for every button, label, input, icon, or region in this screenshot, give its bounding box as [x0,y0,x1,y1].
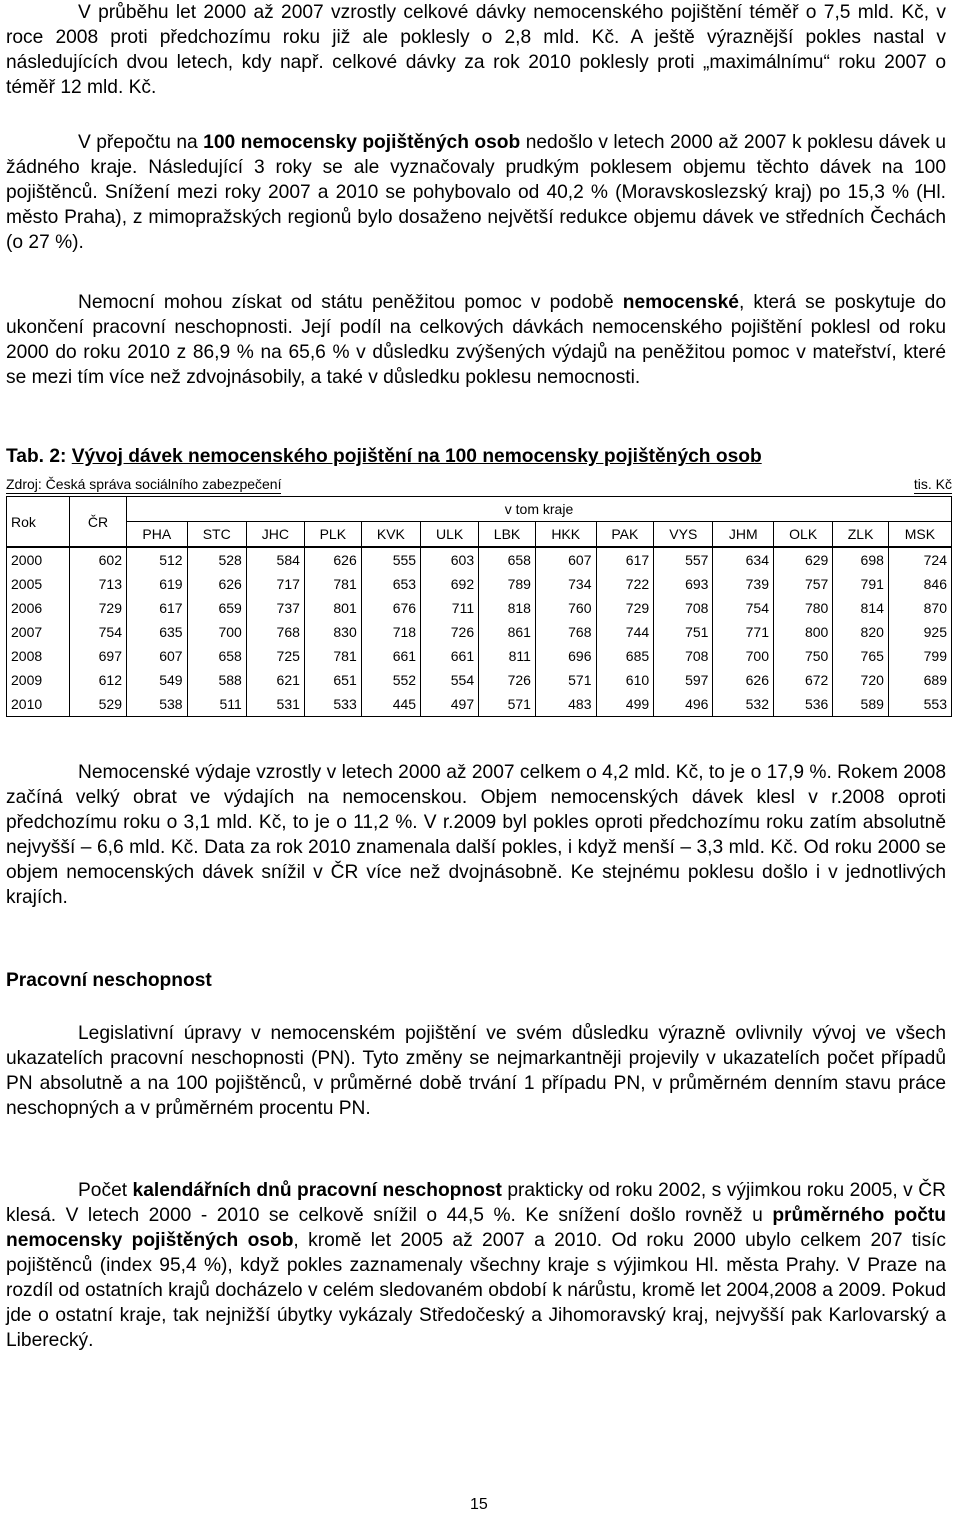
cell-zlk: 765 [833,644,889,668]
header-region-plk: PLK [304,522,361,548]
cell-plk: 830 [304,620,361,644]
table-row [7,572,952,596]
table-row [7,547,952,572]
cell-jhc: 737 [246,596,304,620]
cell-year: 2010 [7,692,70,717]
cell-plk: 651 [304,668,361,692]
cell-kvk: 552 [361,668,420,692]
cell-ulk: 603 [421,547,479,572]
cell-zlk: 698 [833,547,889,572]
cell-cr: 612 [70,668,127,692]
cell-olk: 757 [774,572,833,596]
cell-pha: 512 [127,547,188,572]
cell-zlk: 589 [833,692,889,717]
cell-jhc: 725 [246,644,304,668]
cell-lbk: 726 [479,668,536,692]
cell-plk: 533 [304,692,361,717]
header-region-zlk: ZLK [833,522,889,548]
cell-vys: 751 [654,620,713,644]
region-header-row [7,522,952,548]
paragraph-per-100-insured: V přepočtu na 100 nemocensky pojištěných osob nedošlo v letech 2000 až 2007 k poklesu dávek u žádného kraje. Následující 3 roky se ale vyznačovaly prudkým poklesem objemu těchto dávek na 100 pojištěnců. Snížení mezi roky 2007 a 2010 se pohybovalo od 40,2 % (Moravskoslezský kraj) po 15,3 % (Hl. město Praha), z mimopražských regionů bylo dosaženo největší redukce objemu dávek ve středních Čechách (o 27 %). [6,132,946,253]
cell-year: 2008 [7,644,70,668]
header-region-msk: MSK [888,522,951,548]
cell-jhm: 626 [713,668,774,692]
cell-msk: 870 [888,596,951,620]
cell-pak: 610 [596,668,654,692]
cell-stc: 700 [187,620,246,644]
cell-cr: 713 [70,572,127,596]
cell-stc: 659 [187,596,246,620]
cell-pak: 729 [596,596,654,620]
cell-vys: 708 [654,596,713,620]
table-row [7,668,952,692]
table-row [7,620,952,644]
cell-vys: 693 [654,572,713,596]
cell-kvk: 445 [361,692,420,717]
cell-msk: 799 [888,644,951,668]
cell-pha: 607 [127,644,188,668]
cell-pha: 635 [127,620,188,644]
cell-hkk: 768 [535,620,596,644]
cell-vys: 496 [654,692,713,717]
cell-jhm: 739 [713,572,774,596]
cell-hkk: 571 [535,668,596,692]
cell-olk: 536 [774,692,833,717]
cell-ulk: 692 [421,572,479,596]
cell-lbk: 658 [479,547,536,572]
cell-year: 2000 [7,547,70,572]
header-region-olk: OLK [774,522,833,548]
table-unit: tis. Kč [913,476,952,492]
cell-pha: 619 [127,572,188,596]
cell-hkk: 607 [535,547,596,572]
cell-ulk: 497 [421,692,479,717]
table-source: Zdroj: Česká správa sociálního zabezpečení [6,476,282,492]
cell-olk: 629 [774,547,833,572]
cell-stc: 528 [187,547,246,572]
cell-msk: 553 [888,692,951,717]
cell-kvk: 661 [361,644,420,668]
cell-kvk: 653 [361,572,420,596]
cell-year: 2009 [7,668,70,692]
cell-jhm: 634 [713,547,774,572]
table-row [7,692,952,717]
cell-hkk: 483 [535,692,596,717]
heading-work-incapacity: Pracovní neschopnost [6,970,212,991]
cell-vys: 597 [654,668,713,692]
cell-plk: 801 [304,596,361,620]
table-row [7,644,952,668]
cell-jhc: 717 [246,572,304,596]
paragraph-sickness-expenses: Nemocenské výdaje vzrostly v letech 2000 až 2007 celkem o 4,2 mld. Kč, to je o 17,9 %. Rokem 2008 začíná velký obrat ve výdajích na nemocenskou. Objem nemocenských dávek klesl v r.2008 oproti předchozímu roku o 3,1 mld. Kč, to je o 11,2 %. V r.2009 byl pokles oproti předchozímu roku zatím absolutně nejvyšší – 6,6 mld. Kč. Data za rok 2010 znamenala další pokles, i když menší – 3,3 mld. Kč. Od roku 2000 se objem nemocenských dávek snížil v ČR více než dvojnásobně. Ke stejnému poklesu došlo i v jednotlivých krajích. [6,762,946,908]
header-region-pak: PAK [596,522,654,548]
cell-plk: 781 [304,644,361,668]
cell-pak: 685 [596,644,654,668]
cell-kvk: 555 [361,547,420,572]
table-body [7,547,952,717]
cell-pha: 617 [127,596,188,620]
cell-msk: 724 [888,547,951,572]
cell-pak: 744 [596,620,654,644]
cell-year: 2005 [7,572,70,596]
cell-stc: 658 [187,644,246,668]
cell-kvk: 718 [361,620,420,644]
cell-olk: 672 [774,668,833,692]
paragraph-sickness-benefit: Nemocní mohou získat od státu peněžitou pomoc v podobě nemocenské, která se poskytuje do ukončení pracovní neschopnosti. Její podíl na celkových dávkách nemocenského pojištění poklesl od roku 2000 do roku 2010 z 86,9 % na 65,6 % v důsledku zvýšených výdajů na peněžitou pomoc v mateřství, které se mezi tím více než zdvojnásobily, a také v důsledku poklesu nemocnosti. [6,292,946,388]
cell-cr: 529 [70,692,127,717]
cell-msk: 925 [888,620,951,644]
cell-jhc: 768 [246,620,304,644]
cell-year: 2006 [7,596,70,620]
header-region-jhc: JHC [246,522,304,548]
cell-olk: 800 [774,620,833,644]
cell-lbk: 861 [479,620,536,644]
cell-vys: 708 [654,644,713,668]
header-region-stc: STC [187,522,246,548]
cell-zlk: 720 [833,668,889,692]
cell-stc: 511 [187,692,246,717]
cell-kvk: 676 [361,596,420,620]
cell-zlk: 791 [833,572,889,596]
cell-stc: 588 [187,668,246,692]
cell-plk: 626 [304,547,361,572]
cell-ulk: 661 [421,644,479,668]
cell-olk: 750 [774,644,833,668]
header-regions-group: v tom kraje [127,497,952,522]
cell-jhm: 700 [713,644,774,668]
header-region-jhm: JHM [713,522,774,548]
cell-cr: 729 [70,596,127,620]
cell-pha: 549 [127,668,188,692]
cell-hkk: 734 [535,572,596,596]
cell-vys: 557 [654,547,713,572]
cell-lbk: 789 [479,572,536,596]
cell-plk: 781 [304,572,361,596]
benefits-table [6,496,952,717]
cell-jhm: 532 [713,692,774,717]
cell-cr: 697 [70,644,127,668]
cell-lbk: 811 [479,644,536,668]
cell-lbk: 818 [479,596,536,620]
cell-stc: 626 [187,572,246,596]
cell-jhc: 621 [246,668,304,692]
cell-jhm: 754 [713,596,774,620]
cell-ulk: 726 [421,620,479,644]
cell-pha: 538 [127,692,188,717]
paragraph-calendar-days: Počet kalendářních dnů pracovní neschopnost prakticky od roku 2002, s výjimkou roku 2005, v ČR klesá. V letech 2000 - 2010 se celkově snížil o 44,5 %. Ke snížení došlo rovněž u průměrného počtu nemocensky pojištěných osob, kromě let 2005 až 2007 a 2010. Od roku 2000 ubylo celkem 207 tisíc pojištěnců (index 95,4 %), když pokles zaznamenaly všechny kraje s výjimkou Hl. města Prahy. V Praze na rozdíl od ostatních krajů docházelo v celém sledovaném období k nárůstu, kromě let 2004,2008 a 2009. Pokud jde o ostatní kraje, tak nejnižší úbytky vykázaly Středočeský a Jihomoravský kraj, nejvyšší pak Karlovarský a Liberecký. [6,1180,946,1351]
paragraph-benefits-growth: V průběhu let 2000 až 2007 vzrostly celkové dávky nemocenského pojištění téměř o 7,5 mld. Kč, v roce 2008 proti předchozímu roku již ale poklesly o 2,8 mld. Kč. A ještě výraznější pokles nastal v následujících dvou letech, kdy např. celkové dávky za rok 2010 poklesly proti „maximálnímu“ roku 2007 o téměř 12 mld. Kč. [6,2,946,98]
header-rok: Rok [7,497,70,548]
cell-cr: 602 [70,547,127,572]
cell-zlk: 814 [833,596,889,620]
header-region-lbk: LBK [479,522,536,548]
header-cr: ČR [70,497,127,548]
header-region-vys: VYS [654,522,713,548]
cell-ulk: 711 [421,596,479,620]
cell-zlk: 820 [833,620,889,644]
header-region-kvk: KVK [361,522,420,548]
cell-hkk: 696 [535,644,596,668]
cell-hkk: 760 [535,596,596,620]
cell-pak: 722 [596,572,654,596]
cell-pak: 499 [596,692,654,717]
cell-jhc: 584 [246,547,304,572]
cell-ulk: 554 [421,668,479,692]
header-region-hkk: HKK [535,522,596,548]
page-number: 15 [470,1496,488,1513]
cell-lbk: 571 [479,692,536,717]
cell-msk: 846 [888,572,951,596]
cell-jhm: 771 [713,620,774,644]
cell-jhc: 531 [246,692,304,717]
header-region-ulk: ULK [421,522,479,548]
header-region-pha: PHA [127,522,188,548]
cell-pak: 617 [596,547,654,572]
table-row [7,596,952,620]
cell-msk: 689 [888,668,951,692]
cell-olk: 780 [774,596,833,620]
table-title: Tab. 2: Vývoj dávek nemocenského pojištění na 100 nemocensky pojištěných osob [6,446,762,467]
cell-year: 2007 [7,620,70,644]
cell-cr: 754 [70,620,127,644]
paragraph-legislation: Legislativní úpravy v nemocenském pojištění ve svém důsledku výrazně ovlivnily vývoj ve všech ukazatelích pracovní neschopnosti (PN). Tyto změny se nejmarkantněji projevily v ukazatelích počet případů PN absolutně a na 100 pojištěnců, v průměrné době trvání 1 případu PN, v průměrném denním stavu práce neschopných a v průměrném procentu PN. [6,1023,946,1119]
